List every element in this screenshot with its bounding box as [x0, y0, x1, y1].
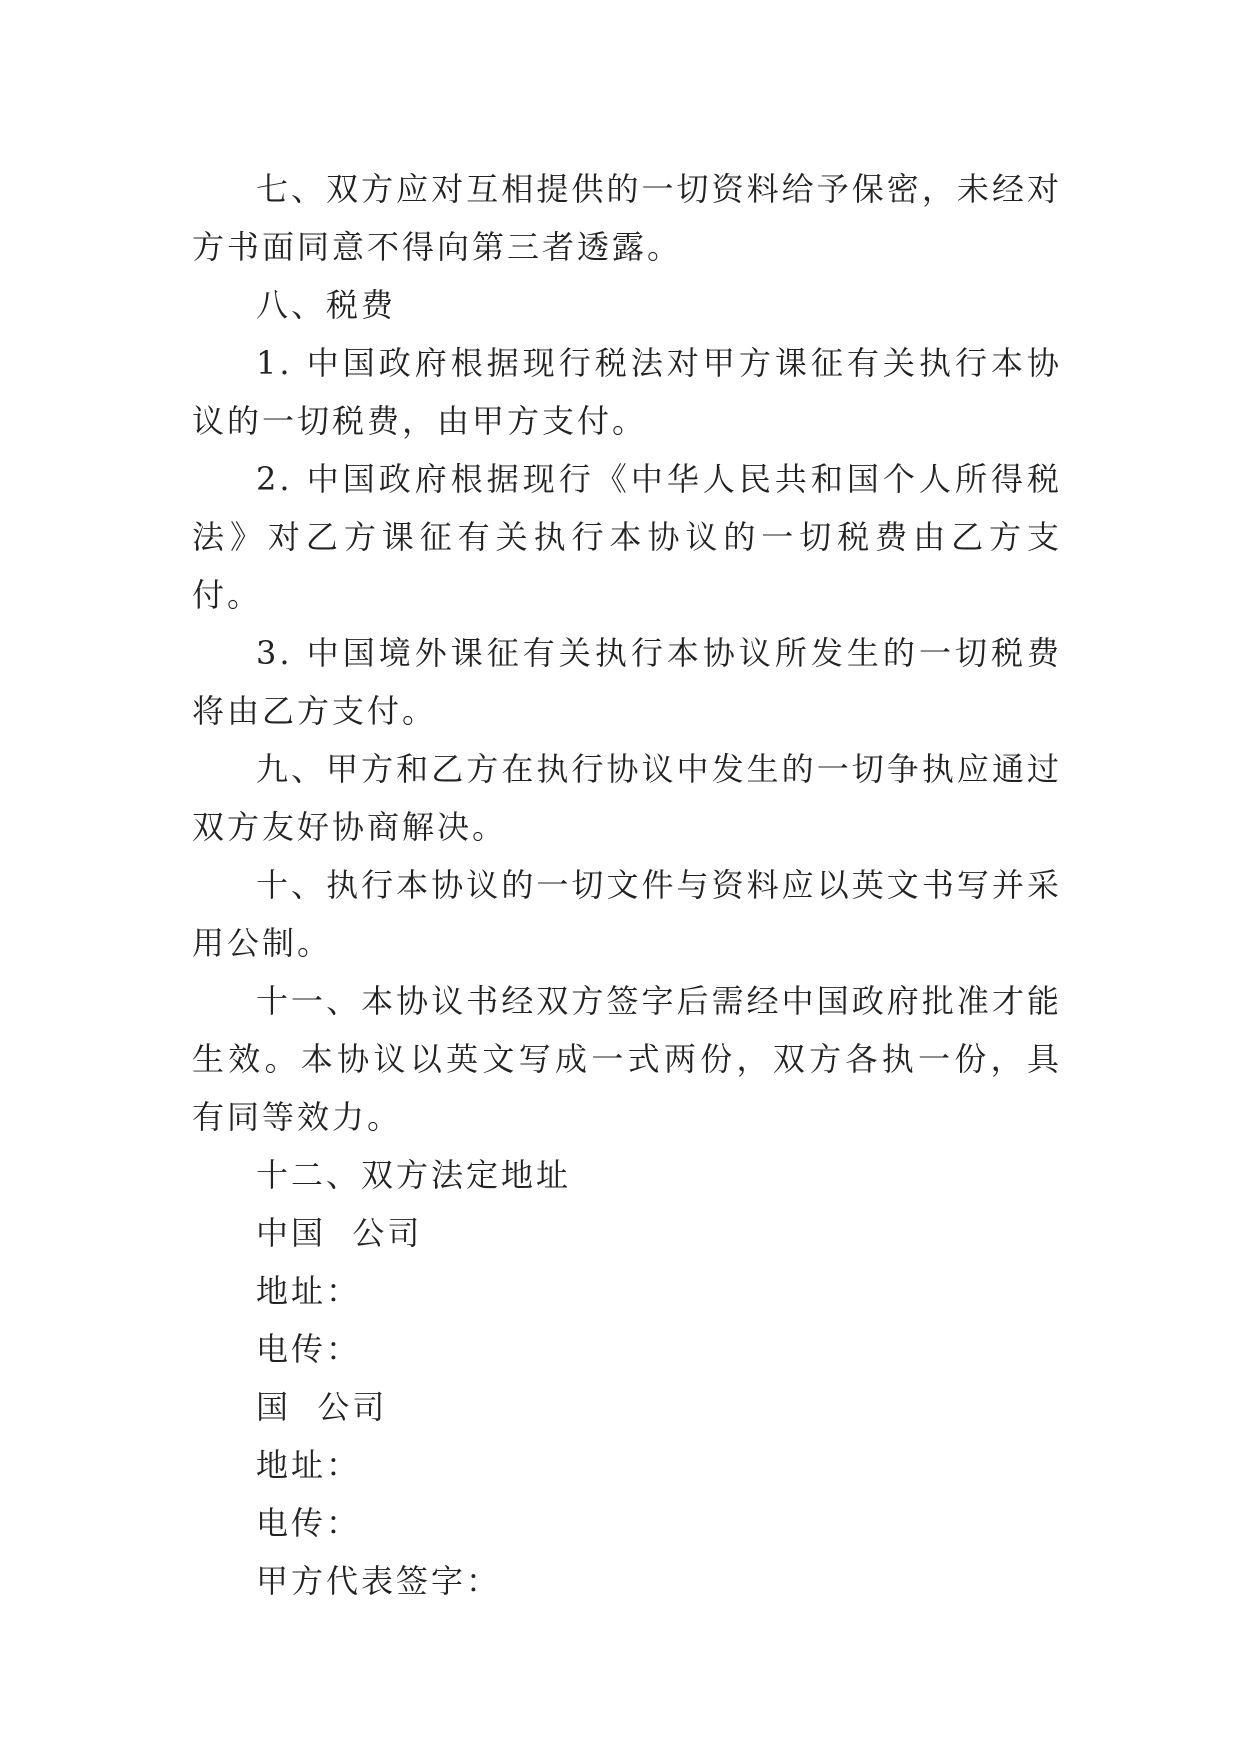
party-a-address-label: 地址：	[256, 1272, 362, 1310]
clause-11-effectiveness: 十一、本协议书经双方签字后需经中国政府批准才能生效。本协议以英文写成一式两份，双方各执一份，具有同等效力。	[192, 982, 1062, 1136]
clause-10-language: 十、执行本协议的一切文件与资料应以英文书写并采用公制。	[192, 866, 1062, 962]
clause-8-1: 1. 中国政府根据现行税法对甲方课征有关执行本协议的一切税费，由甲方支付。	[192, 344, 1062, 440]
document-body	[192, 160, 1062, 1610]
clause-12-heading-addresses: 十二、双方法定地址	[256, 1156, 572, 1194]
party-a-company: 中国 公司	[256, 1214, 423, 1252]
clause-9-disputes: 九、甲方和乙方在执行协议中发生的一切争执应通过双方友好协商解决。	[192, 750, 1062, 846]
party-a-fax-label: 电传：	[256, 1330, 362, 1368]
clause-8-3: 3. 中国境外课征有关执行本协议所发生的一切税费将由乙方支付。	[192, 634, 1062, 730]
clause-7-confidentiality: 七、双方应对互相提供的一切资料给予保密，未经对方书面同意不得向第三者透露。	[192, 170, 1062, 266]
clause-8-heading-taxes: 八、税费	[256, 286, 397, 324]
party-b-company: 国 公司	[256, 1388, 388, 1426]
party-b-fax-label: 电传：	[256, 1504, 362, 1542]
clause-8-2: 2. 中国政府根据现行《中华人民共和国个人所得税法》对乙方课征有关执行本协议的一切税费由乙方支付。	[192, 460, 1062, 614]
party-b-address-label: 地址：	[256, 1446, 362, 1484]
party-a-signature-label: 甲方代表签字：	[256, 1562, 502, 1600]
